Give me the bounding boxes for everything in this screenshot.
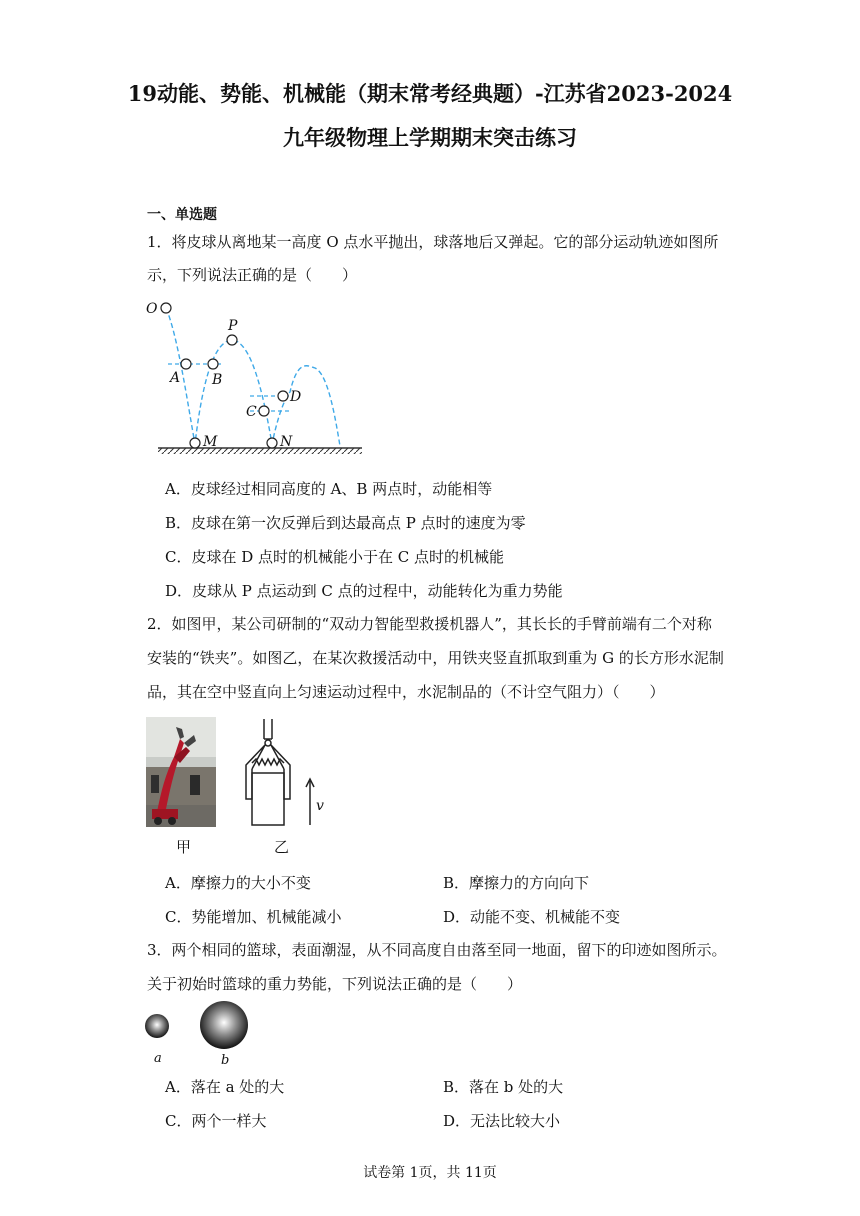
q2-caption-jia: 甲 xyxy=(176,838,192,856)
q3-stem-line2: 关于初始时篮球的重力势能，下列说法正确的是（ ） xyxy=(147,975,523,993)
q3-option-b[interactable]: B．落在 b 处的大 xyxy=(443,1078,564,1096)
label-mark-b: b xyxy=(221,1053,230,1068)
velocity-label: v xyxy=(316,798,324,814)
q2-robot-photo xyxy=(146,717,216,827)
page-footer: 试卷第 1页，共 11页 xyxy=(363,1165,497,1181)
mark-a xyxy=(145,1014,169,1038)
label-a: A xyxy=(170,370,181,386)
ball-c xyxy=(259,406,269,416)
ball-n xyxy=(267,438,277,448)
q3-option-a[interactable]: A．落在 a 处的大 xyxy=(165,1078,285,1096)
q1-option-c[interactable]: C．皮球在 D 点时的机械能小于在 C 点时的机械能 xyxy=(165,548,505,566)
q2-stem-line3: 品，其在空中竖直向上匀速运动过程中，水泥制品的（不计空气阻力）（ ） xyxy=(147,683,665,701)
section-heading: 一、单选题 xyxy=(147,207,217,223)
ball-p xyxy=(227,335,237,345)
page-subtitle: 九年级物理上学期期末突击练习 xyxy=(283,125,577,150)
q2-option-d[interactable]: D．动能不变、机械能不变 xyxy=(443,908,621,926)
q3-ball-marks-figure xyxy=(140,1000,260,1070)
q2-option-a[interactable]: A．摩擦力的大小不变 xyxy=(165,874,311,892)
q3-stem-line1: 3．两个相同的篮球，表面潮湿，从不同高度自由落至同一地面，留下的印迹如图所示。 xyxy=(147,941,727,959)
q1-stem-line1: 1．将皮球从离地某一高度 O 点水平抛出，球落地后又弹起。它的部分运动轨迹如图所 xyxy=(147,233,719,251)
q2-caption-yi: 乙 xyxy=(274,838,290,856)
q2-option-b[interactable]: B．摩擦力的方向向下 xyxy=(443,874,590,892)
mark-b xyxy=(200,1001,248,1049)
label-mark-a: a xyxy=(154,1051,162,1066)
label-p: P xyxy=(228,318,238,334)
q3-option-d[interactable]: D．无法比较大小 xyxy=(443,1112,561,1130)
q1-option-d[interactable]: D．皮球从 P 点运动到 C 点的过程中，动能转化为重力势能 xyxy=(165,582,563,600)
label-n: N xyxy=(280,434,293,450)
q2-option-c[interactable]: C．势能增加、机械能减小 xyxy=(165,908,342,926)
label-o: O xyxy=(146,301,158,317)
q2-stem-line2: 安装的“铁夹”。如图乙，在某次救援活动中，用铁夹竖直抓取到重为 G 的长方形水泥制 xyxy=(147,649,724,667)
label-b: B xyxy=(212,372,223,388)
ball-m xyxy=(190,438,200,448)
q3-option-c[interactable]: C．两个一样大 xyxy=(165,1112,267,1130)
q1-stem-line2: 示，下列说法正确的是（ ） xyxy=(147,266,358,284)
label-c: C xyxy=(246,404,257,420)
q1-option-a[interactable]: A．皮球经过相同高度的 A、B 两点时，动能相等 xyxy=(165,480,493,498)
ball-a xyxy=(181,359,191,369)
q2-clamp-diagram xyxy=(228,717,338,832)
q1-option-b[interactable]: B．皮球在第一次反弹后到达最高点 P 点时的速度为零 xyxy=(165,514,526,532)
label-d: D xyxy=(290,389,302,405)
label-m: M xyxy=(203,434,218,450)
q1-trajectory-figure xyxy=(140,296,370,466)
q2-stem-line1: 2．如图甲，某公司研制的“双动力智能型救援机器人”，其长长的手臂前端有二个对称 xyxy=(147,615,712,633)
ball-b xyxy=(208,359,218,369)
page-title: 19动能、势能、机械能（期末常考经典题）-江苏省2023-2024 xyxy=(127,81,733,106)
ball-o xyxy=(161,303,171,313)
ball-d xyxy=(278,391,288,401)
